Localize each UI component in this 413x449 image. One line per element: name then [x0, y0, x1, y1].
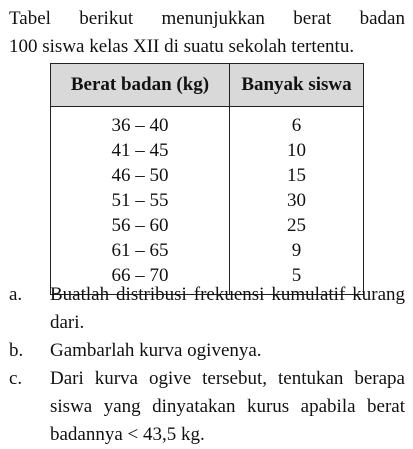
weight-range-cell: 36 – 40: [51, 107, 230, 139]
table-row: [51, 238, 364, 263]
question-item: [9, 365, 405, 449]
intro-line-2: 100 siswa kelas XII di suatu sekolah tertentu.: [9, 36, 355, 57]
header-count: Banyak siswa: [230, 64, 364, 107]
student-count-cell: 10: [230, 138, 364, 163]
intro-line-1: Tabel berikut menunjukkan berat badan: [9, 8, 405, 29]
weight-range-cell: 46 – 50: [51, 163, 230, 188]
student-count-cell: 6: [230, 107, 364, 139]
student-count-cell: 5: [230, 263, 364, 295]
question-label: b.: [9, 340, 24, 361]
question-list: [9, 281, 405, 449]
question-text: Buatlah distribusi frekuensi kumulatif kurang dari.: [50, 284, 405, 333]
weight-range-cell: 66 – 70: [51, 263, 230, 295]
intro-paragraph: [9, 5, 405, 61]
question-text: Gambarlah kurva ogivenya.: [50, 340, 262, 361]
table-row: [51, 107, 364, 139]
student-count-cell: 9: [230, 238, 364, 263]
student-count-cell: 25: [230, 213, 364, 238]
question-item: [9, 281, 405, 337]
student-count-cell: 15: [230, 163, 364, 188]
question-label: a.: [9, 284, 23, 305]
question-item: [9, 337, 405, 365]
weight-range-cell: 51 – 55: [51, 188, 230, 213]
weight-range-cell: 61 – 65: [51, 238, 230, 263]
weight-range-cell: 56 – 60: [51, 213, 230, 238]
weight-range-cell: 41 – 45: [51, 138, 230, 163]
weight-frequency-table: [50, 63, 364, 295]
question-text: Dari kurva ogive tersebut, tentukan berapa siswa yang dinyatakan kurus apabila berat badannya < 43,5 kg.: [50, 368, 405, 445]
table-header-row: [51, 64, 364, 107]
header-weight: Berat badan (kg): [51, 64, 230, 107]
student-count-cell: 30: [230, 188, 364, 213]
table-row: [51, 163, 364, 188]
table-row: [51, 138, 364, 163]
table-row: [51, 188, 364, 213]
question-label: c.: [9, 368, 23, 389]
table-row: [51, 213, 364, 238]
